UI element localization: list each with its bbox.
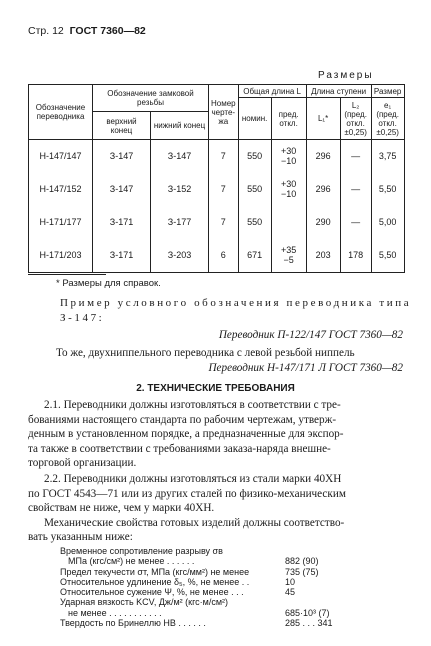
property-row: Предел текучести σт, МПа (кгс/мм²) не менее 735 (75) (60, 566, 319, 577)
col-thread: Обозначение замковой резьбы (93, 85, 209, 112)
property-row: Временное сопротивление разрыву σв (60, 546, 223, 556)
paragraph-2-1: 2.1. Переводники должны изготовляться в соответствии с тре- бованиями настоящего стандарта по рабочим чертежам, утверж- денным в установленном порядке, а предназначенные для экспор- та также в соответствии с требованиями заказа-наряда внешне- торговой организации. (28, 399, 344, 470)
property-row: Твердость по Бринеллю НВ . . . . . . 285 . . . 341 (60, 618, 333, 629)
table-row: Н-147/152 З-147 З-152 7 550 +30 −10 296 — 5,50 (29, 173, 405, 206)
example-2-intro: То же, двухниппельного переводника с левой резьбой ниппель (56, 347, 355, 359)
section-title: 2. ТЕХНИЧЕСКИЕ ТРЕБОВАНИЯ (136, 383, 295, 394)
footnote: * Размеры для справок. (56, 278, 161, 289)
paragraph-2-2: 2.2. Переводники должны изготовляться из стали марки 40ХН по ГОСТ 4543—71 или из других сталей по физико-механическим свойствам не ниже, чем у марки 40ХН. Механические свойства готовых изделий должны соответство- вать указанным ниже: (28, 473, 346, 544)
col-size: Размер (371, 85, 404, 98)
example-1: Переводник П-122/147 ГОСТ 7360—82 (218, 329, 403, 341)
standard-code: ГОСТ 7360—82 (69, 25, 146, 37)
col-lower: нижний конец (151, 112, 209, 140)
col-L2: L₂ (пред. откл. ±0,25) (340, 98, 371, 140)
col-tol: пред. откл. (271, 98, 306, 140)
col-step-length: Длина ступени (306, 85, 371, 98)
col-L1: L₁* (306, 98, 340, 140)
property-row: Ударная вязкость KCV, Дж/м² (кгс·м/см²) (60, 597, 229, 608)
footnote-divider (28, 274, 106, 275)
col-nom: номин. (238, 98, 271, 140)
sizes-label: Размеры (318, 70, 374, 81)
page-number: Стр. 12 (28, 25, 64, 37)
property-row: МПа (кгс/см²) не менее . . . . . . 882 (90) (68, 556, 319, 567)
example-2: Переводник Н-147/171 Л ГОСТ 7360—82 (208, 362, 403, 374)
table-row: Н-171/177 З-171 З-177 7 550 290 — 5,00 (29, 206, 405, 239)
col-designation: Обозначение переводника (29, 85, 93, 140)
adapters-table (28, 84, 405, 273)
col-total-length: Общая длина L (238, 85, 306, 98)
page-header (28, 25, 146, 37)
property-row: Относительное сужение Ψ, %, не менее . . . 45 (60, 587, 296, 598)
property-row: Относительное удлинение δ₅, %, не менее . . 10 (60, 576, 296, 587)
property-row: не менее . . . . . . . . . . . 685·10³ (7) (68, 607, 330, 618)
example-title: Пример условного обозначения переводника типа З-147: (60, 297, 412, 324)
table-row: Н-171/203 З-171 З-203 6 671 +35 −5 203 178 5,50 (29, 239, 405, 273)
table-row: Н-147/147 З-147 З-147 7 550 +30 −10 296 — 3,75 (29, 140, 405, 173)
col-e1: e₁ (пред. откл. ±0,25) (371, 98, 404, 140)
col-upper: верхний конец (93, 112, 151, 140)
mechanical-properties (60, 546, 400, 628)
col-drawing: Номер черте-жа (209, 85, 239, 140)
